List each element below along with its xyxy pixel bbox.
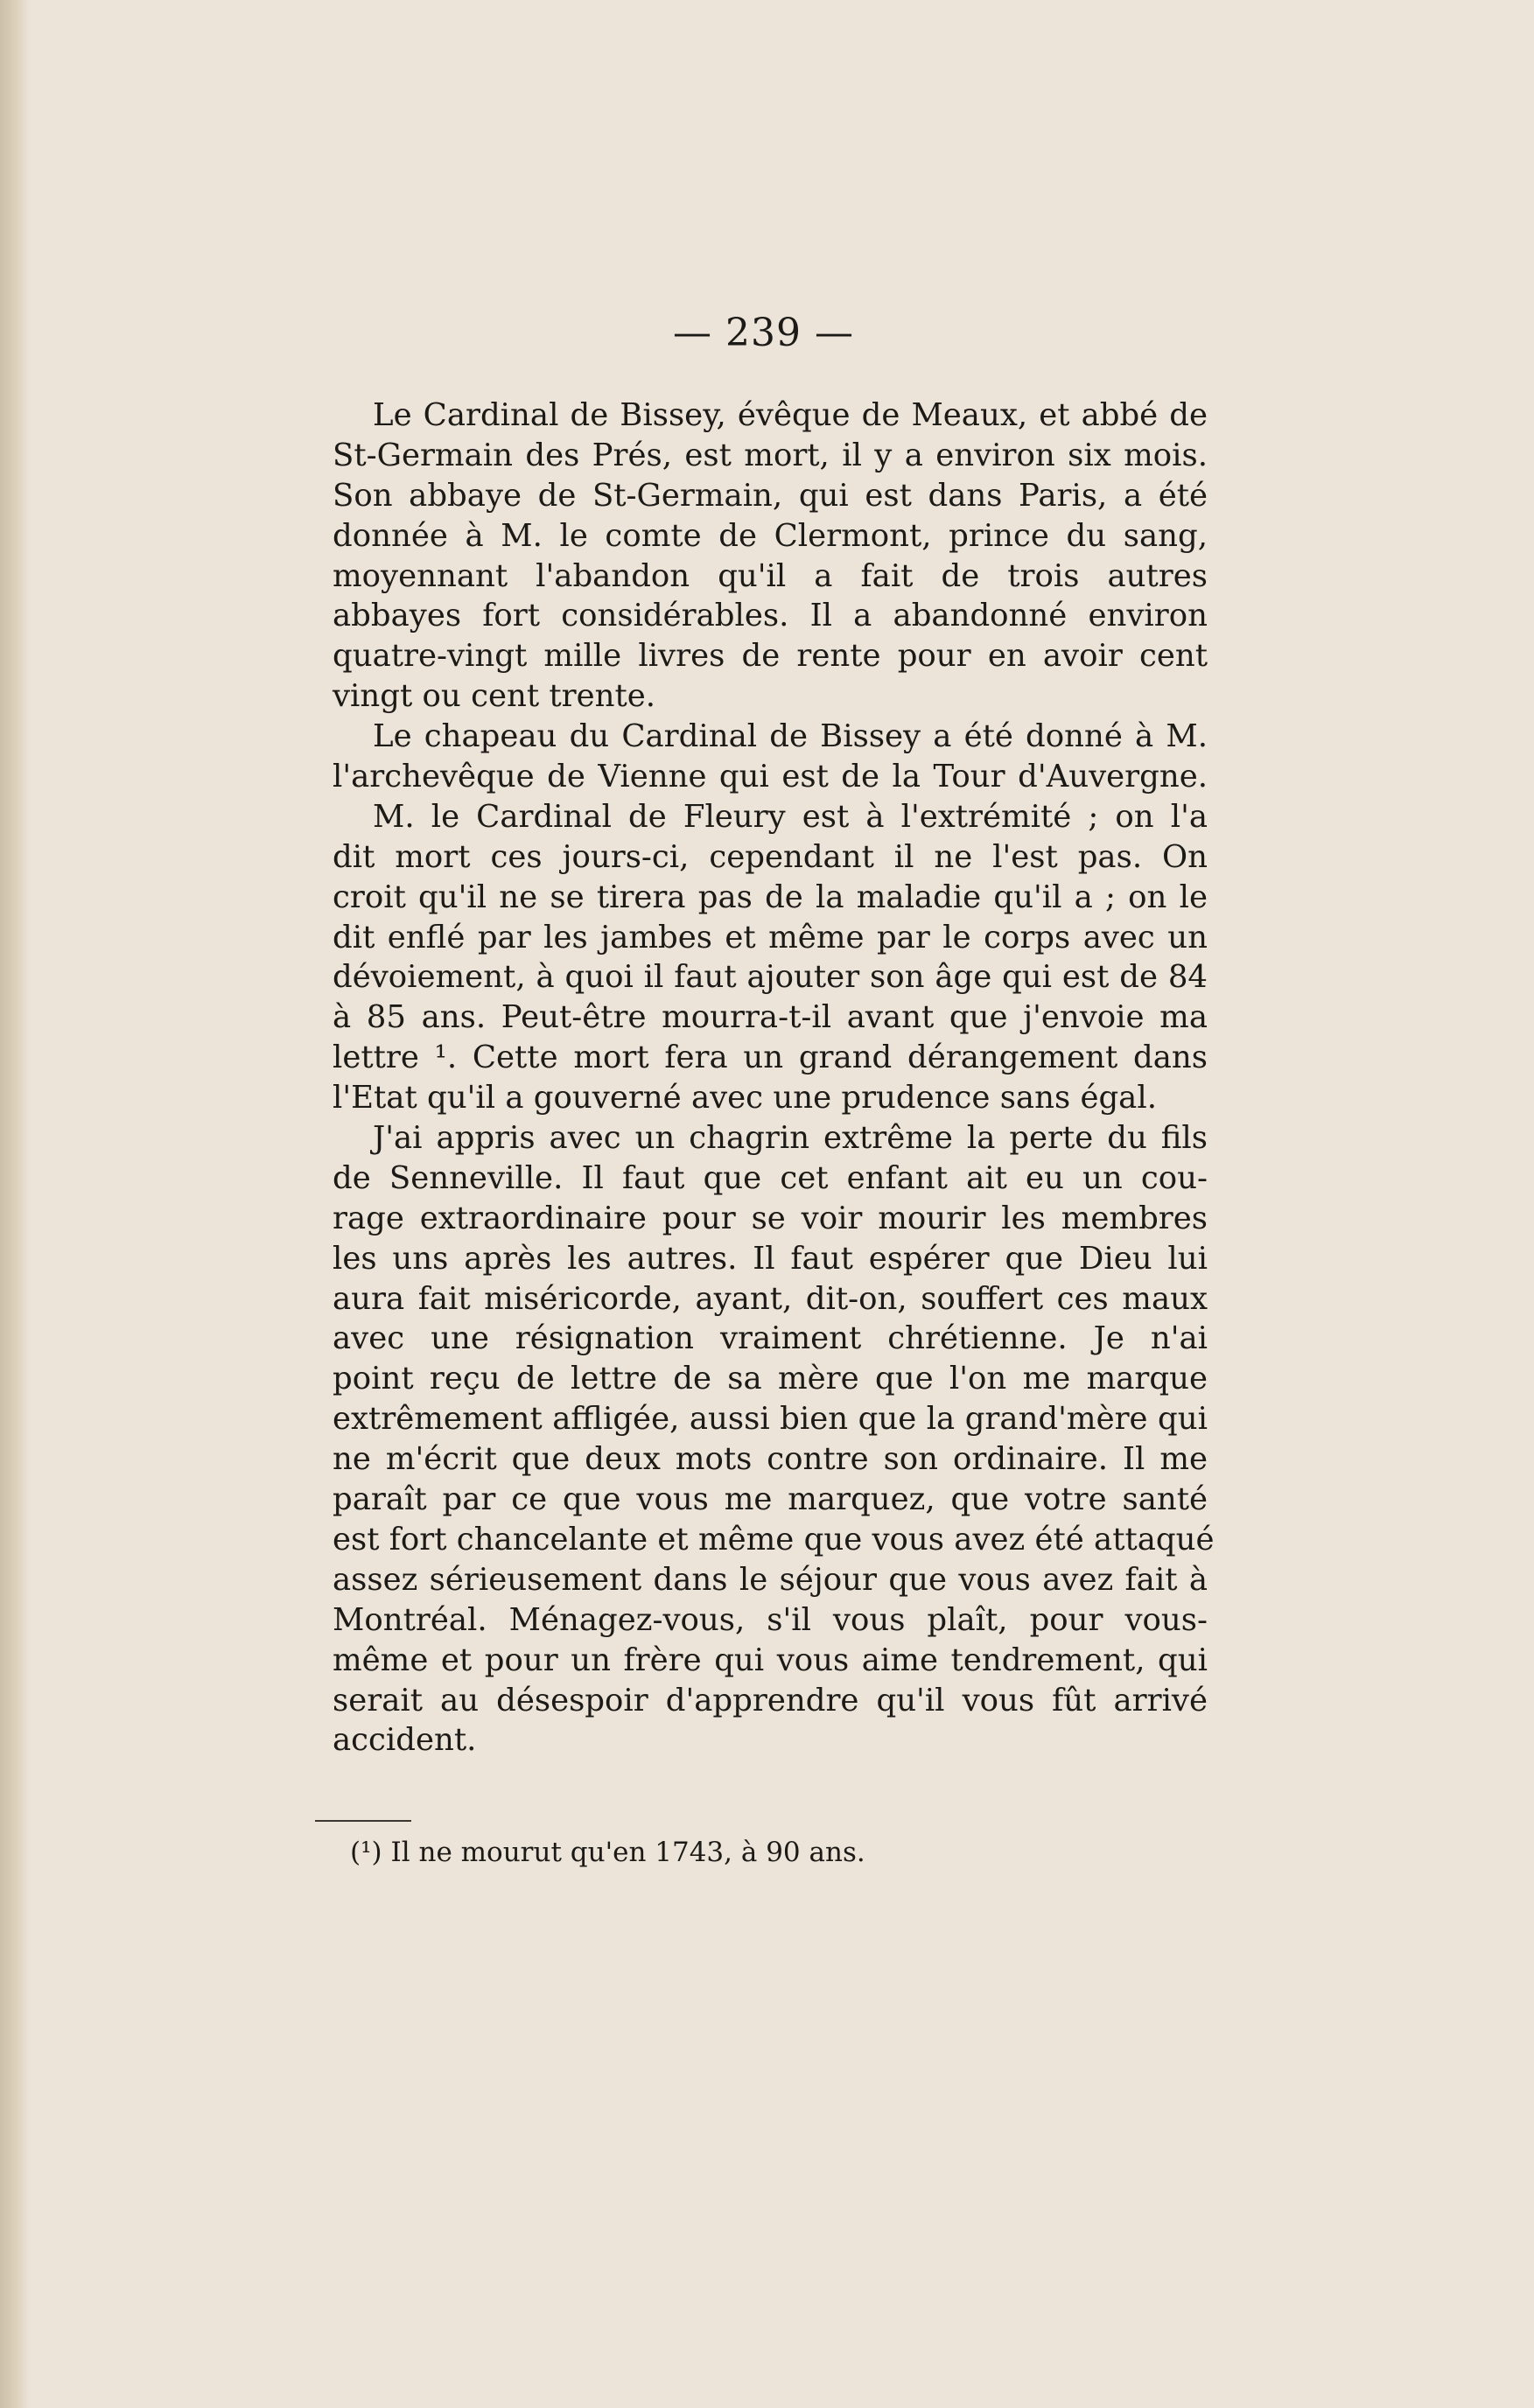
text-line: abbayes fort considérables. Il a abandonné environ [333,598,1208,634]
text-line: vingt ou cent trente. [333,678,656,715]
paragraph-fleury [333,797,1208,1118]
paragraph-chapeau [333,717,1208,797]
text-line: Son abbaye de St-Germain, qui est dans Paris, a été [333,477,1208,514]
text-line: moyennant l'abandon qu'il a fait de trois autres [333,557,1208,594]
text-line: l'archevêque de Vienne qui est de la Tour d'Auvergne. [333,759,1208,795]
text-line: aura fait miséricorde, ayant, dit-on, souffert ces maux [333,1280,1208,1317]
text-line: dit mort ces jours-ci, cependant il ne l'est pas. On [333,838,1208,875]
book-spine-shadow [0,0,30,2408]
text-line: Le chapeau du Cardinal de Bissey a été donné à M. [373,718,1208,755]
text-line: St-Germain des Prés, est mort, il y a environ six mois. [333,437,1208,473]
text-line: donnée à M. le comte de Clermont, prince du sang, [333,517,1208,554]
text-line: Montréal. Ménagez-vous, s'il vous plaît, pour vous- [333,1601,1208,1638]
footnote-divider [315,1820,411,1822]
text-line: serait au désespoir d'apprendre qu'il vous fût arrivé [333,1682,1208,1718]
text-line: Le Cardinal de Bissey, évêque de Meaux, et abbé de [373,397,1208,433]
text-line: les uns après les autres. Il faut espérer que Dieu lui [333,1240,1208,1277]
text-line: extrêmement affligée, aussi bien que la grand'mère qui [333,1401,1208,1438]
text-line: à 85 ans. Peut-être mourra-t-il avant que j'envoie ma [333,999,1208,1036]
text-line: dit enflé par les jambes et même par le corps avec un [333,919,1208,956]
page-number-text: — 239 — [673,311,854,355]
text-line: assez sérieusement dans le séjour que vous avez fait à [333,1561,1208,1598]
text-line: rage extraordinaire pour se voir mourir les membres [333,1200,1208,1236]
text-line: accident. [333,1722,477,1759]
text-line: lettre ¹. Cette mort fera un grand dérangement dans [333,1040,1208,1076]
paragraph-bissey [333,396,1208,717]
text-line: croit qu'il ne se tirera pas de la maladie qu'il a ; on le [333,878,1208,915]
text-line: même et pour un frère qui vous aime tendrement, qui [333,1642,1208,1678]
text-line: de Senneville. Il faut que cet enfant ait eu un cou- [333,1159,1208,1196]
text-line: M. le Cardinal de Fleury est à l'extrémité ; on l'a [373,798,1208,835]
text-line: J'ai appris avec un chagrin extrême la perte du fils [373,1120,1208,1157]
body-text [333,396,1215,1760]
text-line: avec une résignation vraiment chrétienne. Je n'ai [333,1320,1208,1357]
text-line: point reçu de lettre de sa mère que l'on me marque [333,1361,1208,1397]
text-line: paraît par ce que vous me marquez, que votre santé [333,1481,1208,1518]
text-line: l'Etat qu'il a gouverné avec une prudence sans égal. [333,1080,1157,1116]
paragraph-senneville [333,1118,1215,1760]
footnote: (¹) Il ne mourut qu'en 1743, à 90 ans. [350,1837,865,1868]
text-line: ne m'écrit que deux mots contre son ordinaire. Il me [333,1441,1208,1478]
text-line: dévoiement, à quoi il faut ajouter son âge qui est de 84 [333,959,1208,996]
text-line: est fort chancelante et même que vous avez été attaqué [333,1521,1215,1558]
text-line: quatre-vingt mille livres de rente pour en avoir cent [333,638,1208,675]
page-number [0,311,1534,355]
